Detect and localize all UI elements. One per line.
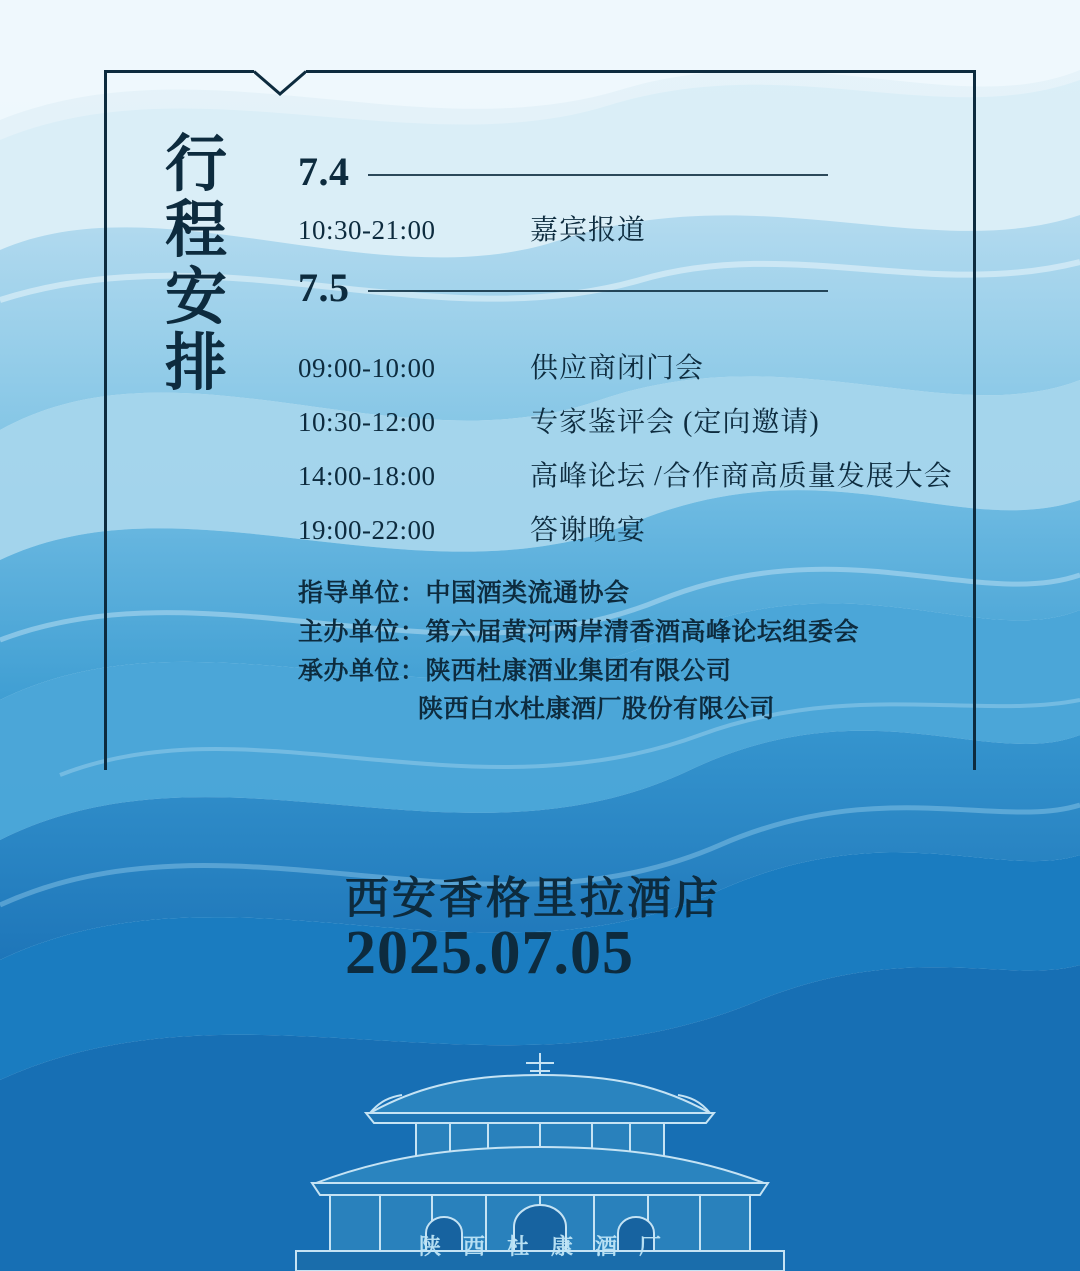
- organizer-row: 主办单位：第六届黄河两岸清香酒高峰论坛组委会: [298, 618, 860, 646]
- day-label: 7.4: [298, 149, 350, 194]
- schedule-item: [298, 454, 958, 494]
- page-title-text: 行程安排: [164, 131, 229, 398]
- schedule-item-desc: 嘉宾报道: [530, 215, 647, 246]
- schedule-item-time: 09:00-10:00: [298, 353, 436, 383]
- schedule-item-desc: 答谢晚宴: [530, 515, 647, 546]
- day-label: 7.5: [298, 265, 350, 310]
- venue-text: 西安香格里拉酒店: [345, 874, 721, 923]
- schedule-item-time: 10:30-12:00: [298, 407, 436, 437]
- organizers-block: [298, 575, 859, 730]
- schedule-block: [298, 150, 958, 548]
- building-caption: 陕西杜康酒厂: [418, 1234, 683, 1259]
- event-date: 2025.07.05: [345, 919, 634, 987]
- schedule-item-desc: 供应商闭门会: [530, 353, 705, 384]
- schedule-day-header: [298, 266, 958, 310]
- schedule-item-desc: 高峰论坛 /合作商高质量发展大会: [530, 461, 953, 492]
- schedule-item-time: 19:00-22:00: [298, 515, 436, 545]
- temple-building-illustration: [220, 1051, 860, 1271]
- organizer-row: 指导单位：中国酒类流通协会: [298, 580, 630, 607]
- schedule-item: [298, 346, 958, 386]
- schedule-item-time: 14:00-18:00: [298, 461, 436, 491]
- schedule-item: [298, 208, 958, 248]
- organizer-row: 承办单位：陕西杜康酒业集团有限公司: [298, 657, 732, 685]
- organizer-row: 陕西白水杜康酒厂股份有限公司: [418, 696, 776, 724]
- schedule-item: [298, 508, 958, 548]
- schedule-item: [298, 400, 958, 440]
- schedule-item-desc: 专家鉴评会 (定向邀请): [530, 407, 820, 438]
- schedule-day-header: [298, 150, 958, 194]
- schedule-item-time: 10:30-21:00: [298, 215, 436, 245]
- day-rule: [368, 174, 828, 176]
- day-rule: [368, 290, 828, 292]
- page-title: [152, 132, 242, 397]
